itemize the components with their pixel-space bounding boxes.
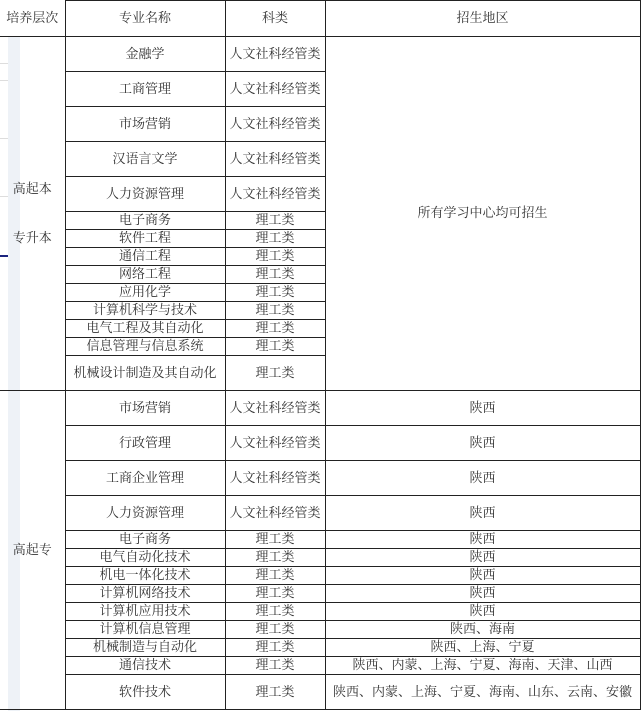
region-cell: 陕西 — [325, 461, 640, 496]
category-cell: 理工类 — [225, 320, 325, 338]
category-cell: 理工类 — [225, 549, 325, 567]
major-cell: 工商企业管理 — [65, 461, 225, 496]
table-row — [0, 621, 640, 639]
region-cell: 陕西、内蒙、上海、宁夏、海南、天津、山西 — [325, 657, 640, 675]
region-cell: 陕西、海南 — [325, 621, 640, 639]
category-cell: 人文社科经管类 — [225, 426, 325, 461]
region-cell: 陕西 — [325, 549, 640, 567]
major-cell: 市场营销 — [65, 107, 225, 142]
category-cell: 理工类 — [225, 603, 325, 621]
major-cell: 电气自动化技术 — [65, 549, 225, 567]
major-cell: 机械设计制造及其自动化 — [65, 356, 225, 391]
category-cell: 理工类 — [225, 657, 325, 675]
table-row — [0, 37, 640, 72]
category-cell: 人文社科经管类 — [225, 107, 325, 142]
major-cell: 计算机应用技术 — [65, 603, 225, 621]
region-cell: 陕西 — [325, 426, 640, 461]
level-cell — [0, 391, 65, 710]
category-cell: 人文社科经管类 — [225, 37, 325, 72]
category-cell: 人文社科经管类 — [225, 391, 325, 426]
table-row — [0, 639, 640, 657]
table-row — [0, 391, 640, 426]
major-cell: 工商管理 — [65, 72, 225, 107]
major-cell: 软件技术 — [65, 675, 225, 710]
major-cell: 行政管理 — [65, 426, 225, 461]
major-cell: 电子商务 — [65, 531, 225, 549]
major-cell: 人力资源管理 — [65, 177, 225, 212]
major-cell: 市场营销 — [65, 391, 225, 426]
major-cell: 汉语言文学 — [65, 142, 225, 177]
category-cell: 理工类 — [225, 675, 325, 710]
header-level: 培养层次 — [0, 1, 65, 37]
region-cell: 陕西 — [325, 603, 640, 621]
major-cell: 计算机信息管理 — [65, 621, 225, 639]
category-cell: 人文社科经管类 — [225, 142, 325, 177]
major-cell: 电气工程及其自动化 — [65, 320, 225, 338]
major-cell: 信息管理与信息系统 — [65, 338, 225, 356]
level-label: 专升本 — [12, 230, 52, 246]
table-row — [0, 603, 640, 621]
major-cell: 计算机网络技术 — [65, 585, 225, 603]
category-cell: 理工类 — [225, 284, 325, 302]
major-cell: 通信工程 — [65, 248, 225, 266]
table-row — [0, 585, 640, 603]
major-cell: 人力资源管理 — [65, 496, 225, 531]
category-cell: 理工类 — [225, 531, 325, 549]
header-region: 招生地区 — [325, 1, 640, 37]
major-cell: 机电一体化技术 — [65, 567, 225, 585]
category-cell: 理工类 — [225, 212, 325, 230]
table-row — [0, 675, 640, 710]
category-cell: 理工类 — [225, 338, 325, 356]
category-cell: 理工类 — [225, 639, 325, 657]
category-cell: 人文社科经管类 — [225, 496, 325, 531]
region-cell: 陕西 — [325, 391, 640, 426]
region-cell: 陕西 — [325, 585, 640, 603]
region-cell: 陕西 — [325, 531, 640, 549]
category-cell: 人文社科经管类 — [225, 461, 325, 496]
major-cell: 电子商务 — [65, 212, 225, 230]
table-row — [0, 496, 640, 531]
category-cell: 理工类 — [225, 621, 325, 639]
category-cell: 理工类 — [225, 585, 325, 603]
category-cell: 理工类 — [225, 356, 325, 391]
major-cell: 网络工程 — [65, 266, 225, 284]
region-cell: 陕西、上海、宁夏 — [325, 639, 640, 657]
category-cell: 人文社科经管类 — [225, 177, 325, 212]
category-cell: 理工类 — [225, 302, 325, 320]
major-cell: 软件工程 — [65, 230, 225, 248]
header-major: 专业名称 — [65, 1, 225, 37]
header-category: 科类 — [225, 1, 325, 37]
table-row — [0, 531, 640, 549]
category-cell: 理工类 — [225, 266, 325, 284]
table-row — [0, 426, 640, 461]
category-cell: 人文社科经管类 — [225, 72, 325, 107]
level-label: 高起专 — [12, 542, 52, 558]
region-cell: 陕西 — [325, 567, 640, 585]
level-label: 高起本 — [12, 181, 52, 197]
major-cell: 机械制造与自动化 — [65, 639, 225, 657]
major-cell: 金融学 — [65, 37, 225, 72]
category-cell: 理工类 — [225, 567, 325, 585]
category-cell: 理工类 — [225, 230, 325, 248]
level-cell — [0, 37, 65, 391]
table-row — [0, 657, 640, 675]
table-row — [0, 549, 640, 567]
table-row — [0, 461, 640, 496]
major-cell: 通信技术 — [65, 657, 225, 675]
major-cell: 计算机科学与技术 — [65, 302, 225, 320]
region-cell: 陕西 — [325, 496, 640, 531]
category-cell: 理工类 — [225, 248, 325, 266]
table-header-row — [0, 1, 640, 37]
major-cell: 应用化学 — [65, 284, 225, 302]
region-cell: 所有学习中心均可招生 — [325, 37, 640, 391]
table-row — [0, 567, 640, 585]
region-cell: 陕西、内蒙、上海、宁夏、海南、山东、云南、安徽 — [325, 675, 640, 710]
